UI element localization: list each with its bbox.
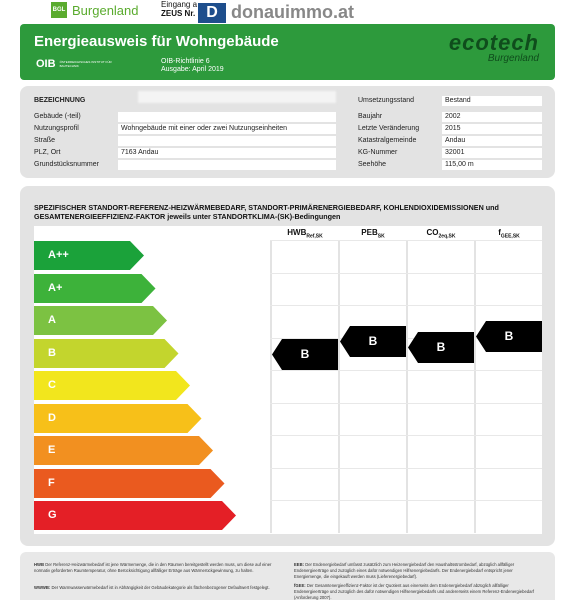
info-row (34, 95, 334, 107)
info-row (34, 111, 336, 123)
rating-marker-label: B (504, 329, 514, 343)
column-header-co2-sub: 2eq,SK (438, 233, 456, 240)
class-arrow-shape (34, 404, 202, 433)
column-header-peb (340, 226, 406, 240)
zeus-line2: ZEUS Nr. (161, 9, 196, 18)
info-value (118, 160, 336, 170)
donauimmo-text-bold: donau (231, 2, 285, 22)
info-label: Letzte Veränderung (358, 125, 420, 132)
ecotech-name: ecotech (448, 30, 539, 55)
row-separator (270, 468, 542, 469)
column-header-hwb-sub: Ref,SK (306, 233, 323, 240)
column-header-co2-main: CO (426, 228, 439, 237)
info-label: Katastralgemeinde (358, 137, 417, 144)
efficiency-class-b (34, 339, 179, 368)
info-row (358, 95, 542, 107)
definition-hwb (34, 562, 279, 574)
info-value: Andau (442, 136, 542, 146)
definitions-footer (20, 552, 555, 600)
rating-marker-co2 (408, 332, 474, 363)
info-label: Gebäude (-teil) (34, 113, 81, 120)
info-label: Umsetzungsstand (358, 97, 415, 104)
info-value (118, 136, 336, 146)
column-header-hwb-main: HWB (287, 228, 307, 237)
info-row (358, 147, 542, 159)
definition-wwwb-term: WWWB: (34, 585, 51, 590)
ecotech-logo (449, 30, 539, 64)
info-row (34, 147, 336, 159)
definition-hwb-text: Der Referenz-Heizwärmebedarf ist jene Wärmemenge, die in den Räumen bereitgestellt werden muss, um diese auf einer normativ geforderten Raumtemperatur, ohne Berücksichtigung allfälliger Erträge aus Wärmerückgewinnung, zu halten. (34, 562, 272, 573)
definition-fgee (294, 583, 539, 600)
efficiency-class-c (34, 371, 190, 400)
info-value: 32001 (442, 148, 542, 158)
column-header-peb-sub: SK (377, 233, 385, 240)
rating-marker-label: B (300, 347, 310, 361)
rating-marker-fgee (476, 321, 542, 352)
column-header-peb-main: PEB (361, 228, 378, 237)
efficiency-class-g (34, 501, 236, 530)
definition-fgee-term: fGEE: (294, 583, 306, 588)
column-header-hwb (272, 226, 338, 240)
info-label: Baujahr (358, 113, 383, 120)
row-separator (270, 305, 542, 306)
info-label: Grundstücksnummer (34, 161, 99, 168)
info-row (358, 111, 542, 123)
class-label: A (48, 314, 56, 326)
burgenland-logo-text: Burgenland (72, 2, 139, 18)
class-label: A+ (48, 281, 63, 294)
oib-subtitle: ÖSTERREICHISCHES INSTITUT FÜR BAUTECHNIK (59, 60, 112, 68)
info-value: Wohngebäude mit einer oder zwei Nutzungseinheiten (118, 124, 336, 134)
definition-eeb-text: Der Endenergiebedarf umfasst zusätzlich zum Heizenergiebedarf den Haushaltsstrombedarf, abzüglich allfälliger Endenergieerträge und zuzüglich eines dafür notwendigen Hilfsenergiebedarfs. Der Endenergiebedarf entspricht jener Energiemenge, die eingekauft werden muss (Lieferenergiebedarf). (294, 562, 515, 579)
info-value: 2002 (442, 112, 542, 122)
guideline-info (161, 58, 224, 74)
efficiency-class-e (34, 436, 213, 465)
column-header-fgee-main: f (498, 228, 501, 237)
info-row (34, 159, 336, 171)
info-value: 2015 (442, 124, 542, 134)
guideline-name: OIB-Richtlinie 6 (161, 58, 210, 65)
burgenland-mark: BGL (51, 2, 67, 18)
info-value: Bestand (442, 96, 542, 106)
column-header-co2 (408, 226, 474, 240)
info-row (34, 135, 336, 147)
efficiency-class-aplus (34, 274, 156, 303)
info-label: Seehöhe (358, 161, 387, 168)
efficiency-class-aplusplus (34, 241, 144, 270)
rating-marker-label: B (436, 340, 446, 354)
info-row (358, 123, 542, 135)
building-info-panel (20, 86, 555, 178)
definition-eeb-term: EEB: (294, 562, 305, 567)
ecotech-sub: Burgenland (487, 53, 539, 64)
donauimmo-text (231, 2, 354, 23)
info-value: 7163 Andau (118, 148, 336, 158)
rating-marker-label: B (368, 334, 378, 348)
class-arrow-shape (34, 501, 236, 530)
row-separator (270, 273, 542, 274)
donauimmo-mark: D (198, 3, 226, 23)
class-label: D (48, 411, 56, 424)
info-row (358, 135, 542, 147)
info-label: PLZ, Ort (34, 149, 61, 156)
class-label: F (48, 476, 55, 489)
energy-scale-panel (20, 186, 555, 546)
oib-logo (36, 58, 120, 70)
certificate-header (20, 24, 555, 80)
donauimmo-text-rest: immo.at (285, 2, 355, 22)
row-separator (270, 240, 542, 241)
row-separator (270, 435, 542, 436)
class-arrow-shape (34, 371, 190, 400)
class-label: G (48, 509, 57, 521)
class-label: B (48, 346, 56, 359)
column-header-fgee (476, 226, 542, 240)
class-arrow-shape (34, 436, 213, 465)
rating-column-hwb (270, 241, 336, 533)
column-header-fgee-sub: GEE,SK (500, 233, 520, 240)
definition-hwb-term: HWB (34, 562, 45, 567)
class-label: A++ (48, 249, 69, 261)
class-label: E (48, 444, 56, 456)
energy-scale-title: SPEZIFISCHER STANDORT-REFERENZ-HEIZWÄRMEBEDARF, STANDORT-PRIMÄRENERGIEBEDARF, KOHLENDIOXIDEMISSIONEN und GESAMTENERGIEEFFIZIENZ-FAKTOR jeweils unter STANDORTKLIMA-(SK)-Bedingungen (34, 203, 499, 221)
burgenland-logo (51, 1, 139, 19)
donauimmo-logo (198, 2, 354, 23)
info-label: Nutzungsprofil (34, 125, 79, 132)
definition-fgee-text: Der Gesamtenergieeffizienz-Faktor ist der Quotient aus einerseits dem Endenergiebedarf abzüglich allfälliger Endenergieerträge und zuzüglich des dafür notwendigen Hilfsenergiebedarfs und andererseits einem Referenz-Endenergiebedarf (Anforderung 2007). (294, 583, 535, 600)
definition-wwwb-text: Der Warmwasserwärmebedarf ist in Abhängigkeit der Gebäudekategorie als flächenbezogener Defaultwert festgelegt. (51, 585, 270, 590)
row-separator (270, 500, 542, 501)
info-value: 115,00 m (442, 160, 542, 170)
zeus-label (161, 0, 197, 18)
class-label: C (48, 379, 56, 391)
row-separator (270, 370, 542, 371)
info-row (34, 123, 336, 135)
definition-wwwb (34, 585, 279, 591)
info-value (118, 112, 336, 122)
info-row (358, 159, 542, 171)
rating-column-fgee (474, 241, 540, 533)
top-logo-strip (0, 0, 572, 24)
efficiency-class-d (34, 404, 202, 433)
info-label: Straße (34, 137, 56, 144)
efficiency-class-f (34, 469, 225, 498)
rating-marker-peb (340, 326, 406, 357)
guideline-edition: Ausgabe: April 2019 (161, 66, 224, 73)
definition-eeb (294, 562, 539, 580)
zeus-line1: Eingang a (161, 0, 198, 9)
rating-column-co2 (406, 241, 472, 533)
energy-scale-grid (34, 226, 542, 534)
oib-mark: OIB (36, 58, 56, 70)
rating-column-peb (338, 241, 404, 533)
class-arrow-shape (34, 469, 225, 498)
rating-marker-hwb (272, 339, 338, 370)
row-separator (270, 403, 542, 404)
info-label-bezeichnung: BEZEICHNUNG (34, 97, 86, 104)
certificate-title: Energieausweis für Wohngebäude (34, 33, 279, 50)
efficiency-class-a (34, 306, 167, 335)
info-label: KG-Nummer (358, 149, 398, 156)
